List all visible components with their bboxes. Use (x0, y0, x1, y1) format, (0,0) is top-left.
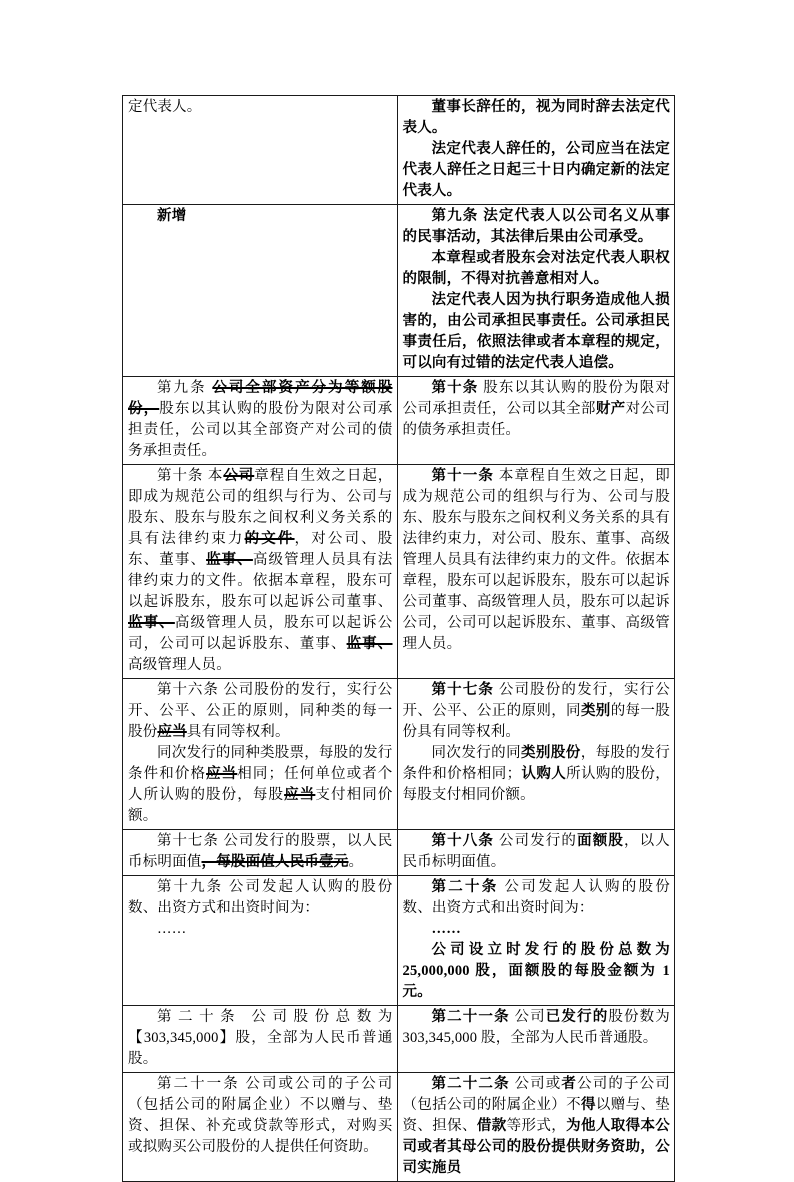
paragraph (403, 248, 671, 290)
text-run: 公司股份的发行，实行公开、公平、公正的原则，同 (402, 682, 670, 719)
text-run: 公司设立时发行的股份总数为 25,000,000 股，面额股的每股金额为 1 元。 (402, 942, 670, 1000)
text-run: …… (431, 921, 461, 937)
text-run: 监事、 (128, 615, 175, 631)
paragraph (403, 206, 671, 248)
text-run: 已发行的 (545, 1009, 609, 1025)
text-run: 第九条 (157, 380, 213, 396)
text-run: 公司或 (509, 1076, 562, 1092)
text-run: 高级管理人员。 (128, 657, 231, 673)
table-row (123, 830, 675, 876)
text-run: 董事长辞任的，视为同时辞去法定代表人。 (402, 99, 670, 136)
new-version-cell (398, 377, 676, 464)
text-run: 认购人 (521, 766, 567, 782)
text-run: 监事、 (206, 552, 253, 568)
text-run: 支付相同价额。 (128, 787, 393, 824)
text-run: 股东以其认购的股份为限对公司承担责任，公司以其全部 (402, 380, 670, 417)
text-run: 本章程自生效之日起，即成为规范公司的组织与行为、公司与股东、股东与股东之间权利义务关系的具有法律约束力，对公司、股东、董事、高级管理人员具有法律约束力的文件。依据本章程，股东可以起诉股东，股东可以起诉公司董事、高级管理人员，股东可以起诉公司，公司可以起诉股东、董事、高级管理人员。 (402, 468, 670, 652)
text-run: …… (157, 921, 187, 937)
table-row (123, 1073, 675, 1182)
paragraph (128, 680, 393, 743)
text-run: 公司 (509, 1009, 546, 1025)
paragraph (128, 1007, 393, 1070)
comparison-table (122, 95, 675, 1182)
paragraph (403, 680, 671, 743)
text-run: 的文件 (244, 531, 295, 547)
paragraph (128, 1074, 393, 1158)
text-run: 高级管理人员，股东可以起诉公司，公司可以起诉股东、董事、 (128, 615, 393, 652)
text-run: 同次发行的同种类股票，每股的发行条件和价格 (128, 745, 393, 782)
text-run: 相同；任何单位或者个人所认购的股份，每股 (128, 766, 393, 803)
new-version-cell (398, 465, 676, 678)
paragraph (128, 831, 393, 873)
text-run: 监事、 (346, 636, 393, 652)
text-run: 公司 (223, 468, 255, 484)
paragraph (128, 206, 393, 227)
text-run: 应当 (206, 766, 238, 782)
text-run: 第十九条 公司发起人认购的股份数、出资方式和出资时间为： (128, 879, 393, 916)
text-run: 同次发行的同 (431, 745, 522, 761)
text-run: 法定代表人辞任的，公司应当在法定代表人辞任之日起三十日内确定新的法定代表人。 (402, 141, 670, 199)
paragraph (403, 743, 671, 806)
text-run: 公司的子公司（包括公司的附属企业）不 (402, 1076, 670, 1113)
paragraph (403, 877, 671, 919)
paragraph (403, 831, 671, 873)
old-version-cell (123, 1073, 398, 1181)
text-run: 所认购的股份，每股支付相同价额。 (402, 766, 670, 803)
text-run: 第十八条 (431, 833, 495, 849)
new-version-cell (398, 205, 676, 376)
new-version-cell (398, 1073, 676, 1181)
text-run: ，对公司、股东、董事、 (128, 531, 393, 568)
text-run: 得 (580, 1097, 596, 1113)
text-run: 股东以其认购的股份为限对公司承担责任，公司以其全部资产对公司的债务承担责任。 (128, 401, 393, 459)
text-run: 具有同等权利。 (186, 724, 290, 740)
old-version-cell (123, 205, 398, 376)
text-run: 定代表人。 (128, 99, 202, 115)
paragraph (403, 290, 671, 374)
text-run: 面额股 (577, 833, 624, 849)
old-version-cell (123, 1006, 398, 1072)
paragraph (403, 919, 671, 940)
paragraph (403, 1007, 671, 1049)
paragraph (403, 97, 671, 139)
text-run: 本章程或者股东会对法定代表人职权的限制，不得对抗善意相对人。 (402, 250, 670, 287)
table-row (123, 96, 675, 205)
text-run: 第十六条 公司股份的发行，实行公开、公平、公正的原则，同种类的每一股份 (128, 682, 393, 740)
table-row (123, 465, 675, 679)
text-run: 章程自生效之日起，即成为规范公司的组织与行为、公司与股东、股东与股东之间权利义务关系的具有法律约束力 (128, 468, 393, 547)
old-version-cell (123, 377, 398, 464)
text-run: 第十一条 (431, 468, 495, 484)
text-run: 第二十一条 公司或公司的子公司（包括公司的附属企业）不以赠与、垫资、担保、补充或贷款等形式，对购买或拟购买公司股份的人提供任何资助。 (128, 1076, 393, 1155)
paragraph (128, 378, 393, 462)
paragraph (128, 743, 393, 827)
text-run: 的每一股份具有同等权利。 (402, 703, 670, 740)
paragraph (403, 378, 671, 441)
text-run: 新增 (157, 208, 187, 224)
text-run: 类别股份 (521, 745, 581, 761)
text-run: 第九条 法定代表人以公司名义从事的民事活动，其法律后果由公司承受。 (402, 208, 670, 245)
text-run: 等形式， (506, 1118, 567, 1134)
table-row (123, 679, 675, 830)
old-version-cell (123, 96, 398, 204)
old-version-cell (123, 679, 398, 829)
new-version-cell (398, 876, 676, 1005)
paragraph (128, 97, 393, 118)
text-run: 法定代表人因为执行职务造成他人损害的，由公司承担民事责任。公司承担民事责任后，依照法律或者本章程的规定，可以向有过错的法定代表人追偿。 (402, 292, 670, 371)
paragraph (128, 466, 393, 676)
table-row (123, 1006, 675, 1073)
text-run: 类别 (580, 703, 611, 719)
text-run: 公司全部资产分为等额股份， (128, 380, 393, 417)
text-run: 第二十条 (431, 879, 499, 895)
paragraph (403, 1074, 671, 1179)
text-run: 应当 (284, 787, 316, 803)
old-version-cell (123, 876, 398, 1005)
text-run: 应当 (157, 724, 187, 740)
new-version-cell (398, 1006, 676, 1072)
text-run: 为他人取得本公司或者其母公司的股份提供财务资助，公司实施员 (402, 1118, 671, 1176)
text-run: 高级管理人员具有法律约束力的文件。依据本章程，股东可以起诉股东，股东可以起诉公司董事、 (128, 552, 393, 610)
new-version-cell (398, 830, 676, 875)
text-run: 者 (561, 1076, 578, 1092)
old-version-cell (123, 465, 398, 678)
paragraph (403, 139, 671, 202)
text-run: 第十条 本 (157, 468, 224, 484)
text-run: 公司发行的 (494, 833, 578, 849)
table-row (123, 876, 675, 1006)
paragraph (403, 466, 671, 655)
new-version-cell (398, 96, 676, 204)
text-run: 对公司的债务承担责任。 (402, 401, 671, 438)
table-row (123, 205, 675, 377)
paragraph (128, 919, 393, 940)
paragraph (128, 877, 393, 919)
old-version-cell (123, 830, 398, 875)
text-run: 第十七条 (431, 682, 495, 698)
text-run: 第二十二条 (431, 1076, 510, 1092)
text-run: ，每股面值人民币壹元 (201, 854, 349, 870)
new-version-cell (398, 679, 676, 829)
text-run: ，每股的发行条件和价格相同； (402, 745, 670, 782)
text-run: 借款 (476, 1118, 507, 1134)
text-run: 股份数为 303,345,000 股，全部为人民币普通股。 (402, 1009, 670, 1046)
text-run: 第十条 (431, 380, 479, 396)
text-run: 公司发起人认购的股份数、出资方式和出资时间为： (402, 879, 670, 916)
text-run: 第二十条 公司股份总数为【303,345,000】股，全部为人民币普通股。 (128, 1009, 393, 1067)
text-run: 第十七条 公司发行的股票，以人民币标明面值 (128, 833, 393, 870)
text-run: ，以人民币标明面值。 (402, 833, 670, 870)
paragraph (403, 940, 671, 1003)
table-row (123, 377, 675, 465)
text-run: 以赠与、垫资、担保、 (402, 1097, 671, 1134)
text-run: 财产 (595, 401, 626, 417)
text-run: 。 (348, 854, 364, 870)
text-run: 第二十一条 (431, 1009, 510, 1025)
